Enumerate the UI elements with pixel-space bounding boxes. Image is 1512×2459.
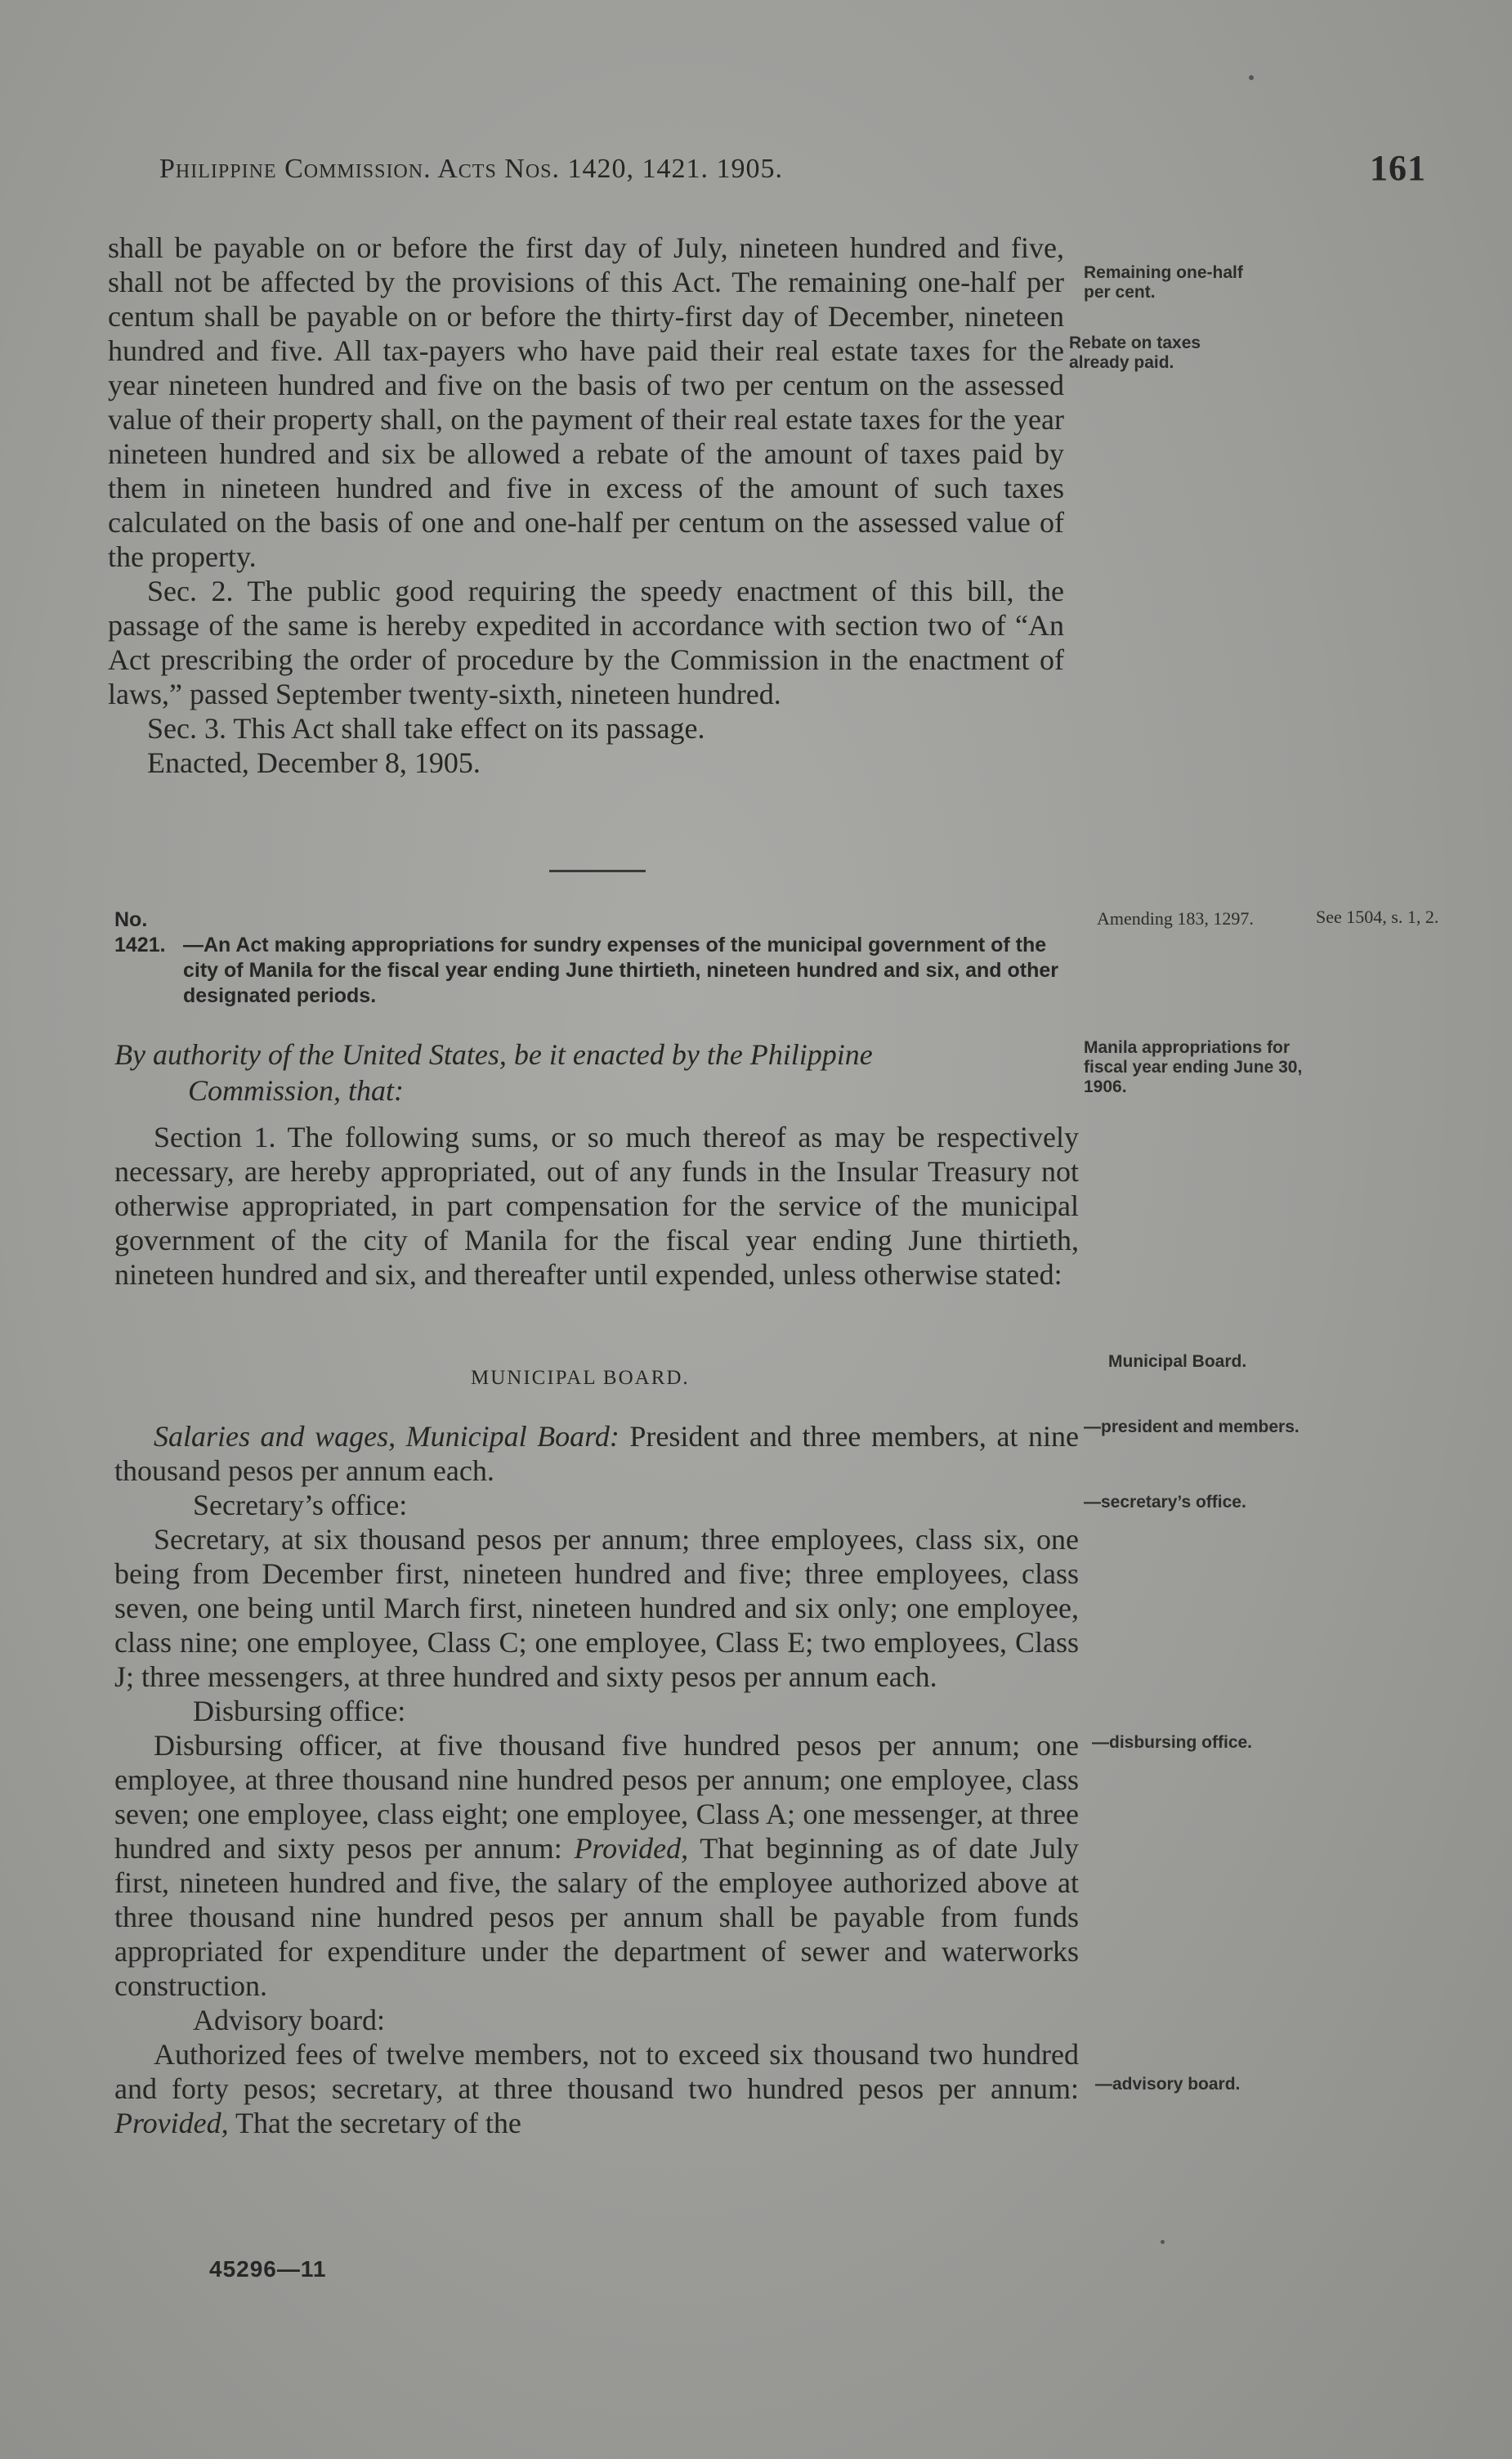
enacting-line-1: By authority of the United States, be it enacted by the Philippine	[114, 1038, 873, 1071]
margin-note-disbursing-office: —disbursing office.	[1092, 1733, 1253, 1752]
section-3: Sec. 3. This Act shall take effect on its passage.	[147, 712, 705, 745]
margin-note-advisory-board: —advisory board.	[1095, 2075, 1241, 2094]
section-divider	[549, 870, 646, 872]
paper-speck	[1161, 2240, 1165, 2244]
advisory-text-a: Authorized fees of twelve members, not to exceed six thousand two hundred and forty pesos; secretary, at three thousand two hundred pesos per annum:	[114, 2038, 1079, 2105]
enacting-line-2: Commission, that:	[188, 1074, 405, 1107]
paragraph-continued: shall be payable on or before the first day of July, nineteen hundred and five, shall not be affected by the provisions of this Act. The remaining one-half per centum shall be payable on or before the thirty-first day of December, nineteen hundred and five. All tax-payers who have paid their real estate taxes for the year nineteen hundred and five on the basis of two per centum on the assessed value of their property shall, on the payment of their real estate taxes for the year nineteen hundred and six be allowed a rebate of the amount of taxes paid by them in nineteen hundred and five in excess of the amount of such taxes calculated on the basis of one and one-half per centum on the assessed value of the property.	[108, 231, 1064, 573]
margin-note-see: See 1504, s. 1, 2.	[1316, 907, 1439, 927]
margin-note-manila-appropriations: Manila appropriations for fiscal year ending June 30, 1906.	[1084, 1038, 1303, 1096]
enacted-line: Enacted, December 8, 1905.	[147, 746, 481, 779]
margin-note-municipal-board: Municipal Board.	[1108, 1352, 1247, 1371]
municipal-board-block	[114, 1419, 1079, 2140]
act-1420-tail	[108, 231, 1064, 780]
disbursing-text-b: That beginning as of date July first, nineteen hundred and five, the salary of the employee authorized above at three thousand nine hundred pesos per annum shall be payable from funds appropriated for expenditure under the department of sewer and waterworks construction.	[114, 1832, 1080, 2002]
salaries-text: President and three members, at nine thousand pesos per annum each.	[114, 1420, 1079, 1487]
disbursing-office-text	[114, 1728, 1079, 2003]
enacting-clause	[114, 1037, 1079, 1109]
signature-mark: 45296—11	[209, 2256, 327, 2282]
disbursing-text-a: Disbursing officer, at five thousand five hundred pesos per annum; one employee, at three thousand nine hundred pesos per annum; one employee, class seven; one employee, class eight; one employee, Class A; one messenger, at three hundred and sixty pesos per annum:	[114, 1729, 1079, 1865]
secretary-office-heading: Secretary’s office:	[193, 1489, 408, 1521]
act-title: —An Act making appropriations for sundry expenses of the municipal government of the city of Manila for the fiscal year ending June thirtieth, nineteen hundred and six, and other designated periods.	[183, 934, 1058, 1007]
margin-note-secretarys-office: —secretary’s office.	[1084, 1493, 1246, 1512]
running-header	[159, 147, 1426, 196]
margin-note-president-members: —president and members.	[1084, 1418, 1300, 1436]
margin-note-rebate: Rebate on taxes already paid.	[1069, 334, 1201, 372]
salaries-paragraph	[114, 1419, 1079, 1488]
advisory-provided: Provided,	[114, 2107, 229, 2139]
division-heading: MUNICIPAL BOARD.	[471, 1367, 690, 1389]
disbursing-provided: Provided,	[574, 1832, 689, 1865]
margin-note-remaining: Remaining one-half per cent.	[1084, 263, 1243, 302]
paper-speck	[1249, 75, 1254, 80]
section-1-block	[114, 1120, 1079, 1292]
advisory-board-text	[114, 2037, 1079, 2140]
section-2: Sec. 2. The public good requiring the speedy enactment of this bill, the passage of the same is hereby expedited in accordance with section two of “An Act prescribing the order of procedure by the Commission in the enactment of laws,” passed September twenty-sixth, nineteen hundred.	[108, 575, 1064, 710]
secretary-office-text: Secretary, at six thousand pesos per annum; three employees, class six, one being from December first, nineteen hundred and five; three employees, class seven, one being until March first, nineteen hundred and six only; one employee, class nine; one employee, Class C; one employee, Class E; two employees, Class J; three messengers, at three hundred and sixty pesos per annum each.	[114, 1523, 1079, 1693]
advisory-board-heading: Advisory board:	[193, 2004, 385, 2036]
act-number: No. 1421.	[114, 908, 166, 956]
advisory-text-b: That the secretary of the	[228, 2107, 521, 2139]
act-1421-heading	[114, 907, 1071, 1009]
page-number: 161	[1370, 148, 1426, 188]
margin-note-amending: Amending 183, 1297.	[1097, 908, 1254, 929]
running-title: Philippine Commission. Acts Nos. 1420, 1421. 1905.	[159, 154, 784, 184]
disbursing-office-heading: Disbursing office:	[193, 1695, 406, 1727]
salaries-label: Salaries and wages, Municipal Board:	[154, 1420, 620, 1453]
section-1: Section 1. The following sums, or so much thereof as may be respectively necessary, are hereby appropriated, out of any funds in the Insular Treasury not otherwise appropriated, in part compensation for the service of the municipal government of the city of Manila for the fiscal year ending June thirtieth, nineteen hundred and six, and thereafter until expended, unless otherwise stated:	[114, 1121, 1079, 1291]
